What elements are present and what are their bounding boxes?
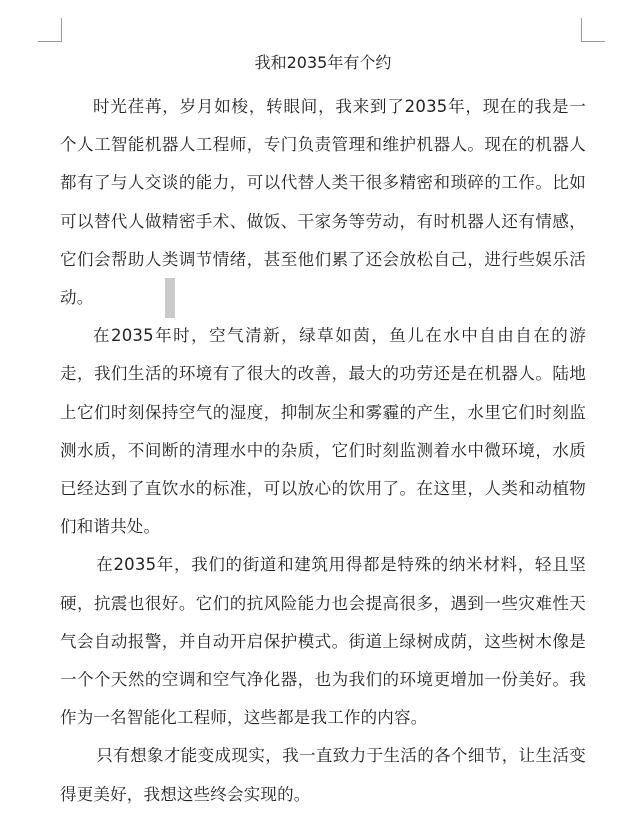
document-body[interactable] (60, 48, 586, 814)
crop-mark-top-right-vertical (581, 18, 582, 42)
paragraph-3[interactable]: 在2035年，我们的街道和建筑用得都是特殊的纳米材料，轻且坚硬，抗震也很好。它们的抗风险能力也会提高很多，遇到一些灾难性天气会自动报警，并自动开启保护模式。街道上绿树成荫，这些树木像是一个个天然的空调和空气净化器，也为我们的环境更增加一份美好。我作为一名智能化工程师，这些都是我工作的内容。 (60, 555, 586, 728)
paragraph-2[interactable]: 在2035年时，空气清新，绿草如茵，鱼儿在水中自由自在的游走，我们生活的环境有了很大的改善，最大的功劳还是在机器人。陆地上它们时刻保持空气的湿度，抑制灰尘和雾霾的产生，水里它们时刻监测水质，不间断的清理水中的杂质，它们时刻监测着水中微环境，水质已经达到了直饮水的标准，可以放心的饮用了。在这里，人类和动植物们和谐共处。 (60, 326, 586, 537)
crop-mark-top-right (581, 41, 605, 42)
text-cursor-highlight (165, 278, 175, 318)
crop-mark-top-left (38, 41, 62, 42)
paragraph-1[interactable]: 时光荏苒，岁月如梭，转眼间，我来到了2035年，现在的我是一个人工智能机器人工程师，专门负责管理和维护机器人。现在的机器人都有了与人交谈的能力，可以代替人类干很多精密和琐碎的工作。比如可以替代人做精密手术、做饭、干家务等劳动，有时机器人还有情感，它们会帮助人类调节情绪，甚至他们累了还会放松自己，进行些娱乐活动。 (60, 97, 586, 308)
document-title[interactable]: 我和2035年有个约 (254, 53, 392, 72)
crop-mark-top-left-vertical (61, 18, 62, 42)
paragraph-4[interactable]: 只有想象才能变成现实，我一直致力于生活的各个细节，让生活变得更美好，我想这些终会实现的。 (60, 746, 586, 804)
